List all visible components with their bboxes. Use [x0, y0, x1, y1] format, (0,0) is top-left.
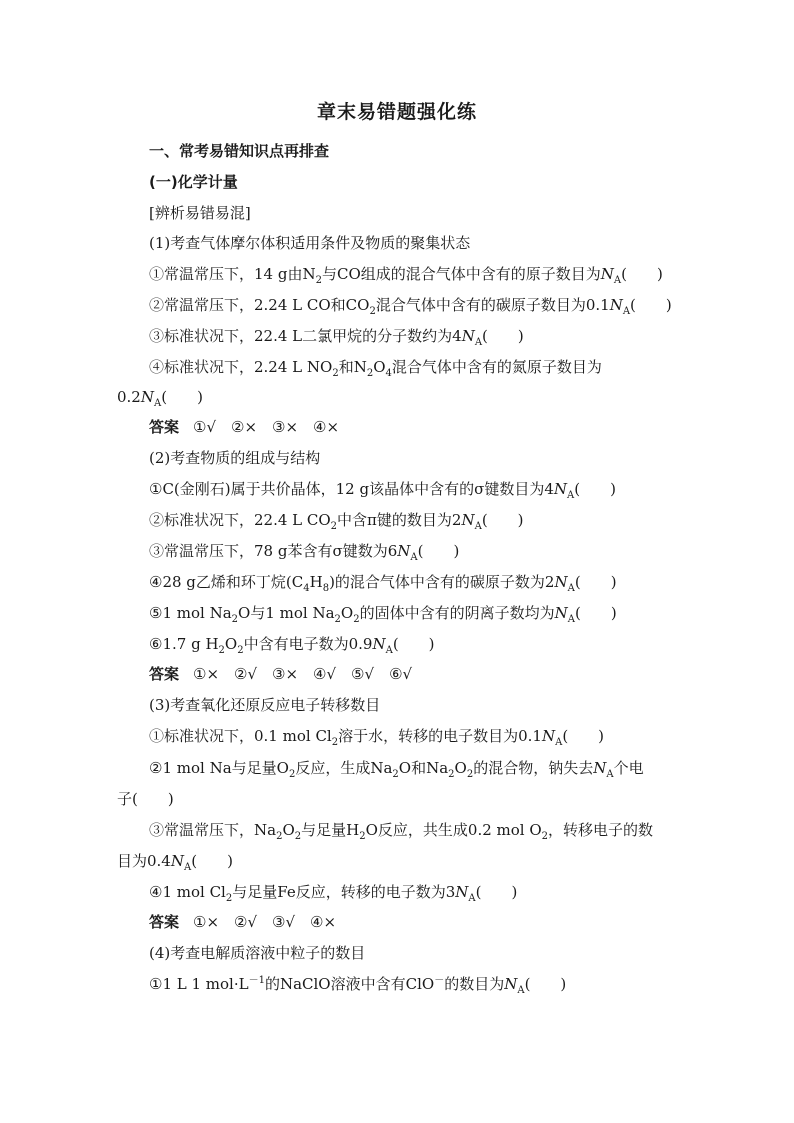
question-item: ①C(金刚石)属于共价晶体，12 g该晶体中含有的σ键数目为$4N_A$( )	[149, 480, 616, 501]
answer-line	[149, 664, 709, 684]
group-heading: (3)考查氧化还原反应电子转移数目	[149, 696, 381, 714]
question-item: ③常温常压下，78 g苯含有σ键数为$6N_A$( )	[149, 542, 460, 563]
section-heading: 一、常考易错知识点再排查	[149, 142, 330, 160]
question-item: ①常温常压下，14 g由$N_2$与CO组成的混合气体中含有的原子数目为$N_A$( )	[149, 265, 663, 286]
answer-line	[149, 912, 709, 932]
question-item-continued: 子( )	[117, 790, 174, 808]
question-item: ②标准状况下，22.4 L $CO_2$中含π键的数目为$2N_A$( )	[149, 511, 524, 532]
group-heading: (1)考查气体摩尔体积适用条件及物质的聚集状态	[149, 234, 471, 252]
question-item-continued: $0.2N_A$( )	[117, 388, 203, 409]
question-item: ⑥1.7 g $H_2O_2$中含有电子数为$0.9N_A$( )	[149, 635, 435, 656]
answer-label: 答案	[149, 913, 180, 931]
group-heading: (2)考查物质的组成与结构	[149, 449, 321, 467]
question-item: ②1 mol Na与足量$O_2$反应，生成$Na_2O$和$Na_2O_2$的混合物，钠失去$N_A$个电	[149, 759, 644, 780]
answer-line	[149, 417, 709, 437]
answer-marks: ①√ ②× ③× ④×	[193, 418, 340, 436]
question-item: ②常温常压下，2.24 L CO和$CO_2$混合气体中含有的碳原子数目为$0.1N_A$( )	[149, 296, 672, 317]
question-item: ⑤1 mol $Na_2O$与1 mol $Na_2O_2$的固体中含有的阴离子数均为$N_A$( )	[149, 604, 617, 625]
question-item: ④标准状况下，2.24 L $NO_2$和$N_2O_4$混合气体中含有的氮原子数目为	[149, 358, 602, 379]
group-heading: (4)考查电解质溶液中粒子的数目	[149, 944, 366, 962]
question-item: ①1 L 1 $mol\cdot L^{-1}$的NaClO溶液中含有ClO－的数目为$N_A$( )	[149, 975, 567, 996]
section-tag: [辨析易错易混]	[149, 204, 251, 222]
answer-marks: ①× ②√ ③√ ④×	[193, 913, 337, 931]
question-item: ③常温常压下，$Na_2O_2$与足量$H_2O$反应，共生成0.2 mol $O_2$，转移电子的数	[149, 821, 654, 842]
question-item: ①标准状况下，0.1 mol $Cl_2$溶于水，转移的电子数目为$0.1N_A$( )	[149, 727, 605, 748]
answer-label: 答案	[149, 665, 180, 683]
question-item-continued: 目为$0.4N_A$( )	[117, 852, 233, 873]
question-item: ③标准状况下，22.4 L二氯甲烷的分子数约为$4N_A$( )	[149, 327, 524, 348]
answer-marks: ①× ②√ ③× ④√ ⑤√ ⑥√	[193, 665, 413, 683]
subsection-heading: (一)化学计量	[149, 173, 238, 191]
page-title: 章末易错题强化练	[316, 101, 477, 123]
question-item: ④1 mol $Cl_2$与足量Fe反应，转移的电子数为$3N_A$( )	[149, 883, 518, 904]
answer-label: 答案	[149, 418, 180, 436]
question-item: ④28 g乙烯和环丁烷$(C_4H_8)$的混合气体中含有的碳原子数为$2N_A$( )	[149, 573, 617, 594]
